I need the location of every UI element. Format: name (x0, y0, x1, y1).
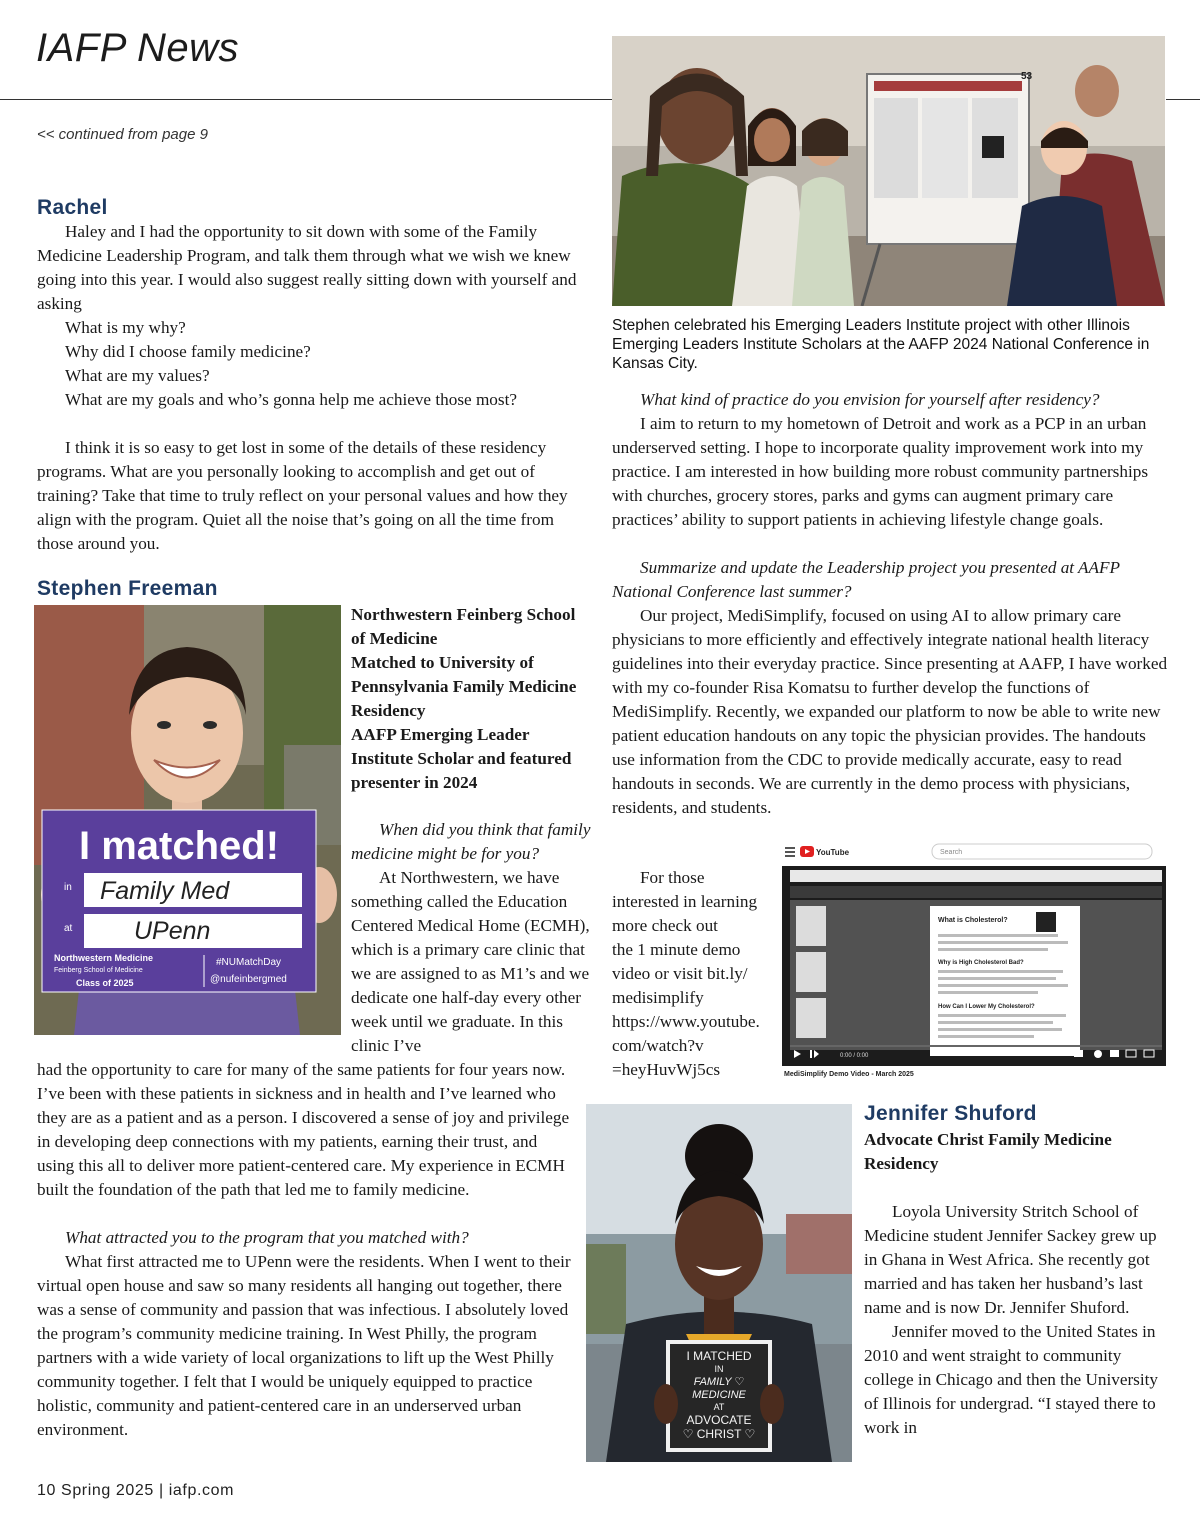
rachel-article (37, 220, 593, 556)
sign-in-label: in (64, 882, 72, 893)
video-doc-subhead-1: Why is High Cholesterol Bad? (938, 960, 1024, 966)
conference-photo (612, 36, 1165, 306)
conference-photo-caption: Stephen celebrated his Emerging Leaders Institute project with other Illinois Emerging Leaders Institute Scholars at the AAFP 2024 National Conference in Kansas City. (612, 317, 1150, 372)
demo-line-7: https://www.youtube. (612, 1012, 760, 1031)
demo-line-2: interested in learning (612, 892, 758, 911)
stephen-q1-block (351, 818, 591, 1058)
right-question-1: What kind of practice do you envision for yourself after residency? (640, 390, 1100, 409)
stephen-credential-3: AAFP Emerging Leader Institute Scholar and featured presenter in 2024 (351, 725, 572, 792)
stephen-heading: Stephen Freeman (37, 577, 218, 600)
video-brand: YouTube (816, 848, 850, 857)
demo-line-6: medisimplify (612, 988, 704, 1007)
sign-at-value: UPenn (134, 917, 211, 945)
sign-hashtag: #NUMatchDay (216, 957, 282, 968)
right-question-2: Summarize and update the Leadership project you presented at AAFP National Conference last summer? (612, 558, 1120, 601)
rachel-question-4: What are my goals and who’s gonna help me achieve those most? (65, 390, 517, 409)
jennifer-program: Advocate Christ Family Medicine Residency (864, 1130, 1112, 1173)
rachel-paragraph-1: Haley and I had the opportunity to sit down with some of the Family Medicine Leadership Program, and talk them through what we wish we knew going into this year. I would also suggest really sitting down with yourself and asking (37, 222, 577, 313)
demo-line-8: com/watch?v (612, 1036, 704, 1055)
poster-number: 53 (1021, 71, 1033, 82)
stephen-credential-2: Matched to University of Pennsylvania Family Medicine Residency (351, 653, 577, 720)
continued-note: << continued from page 9 (37, 126, 208, 143)
rachel-heading: Rachel (37, 196, 108, 219)
right-column-article (612, 388, 1168, 820)
video-doc-subhead-2: How Can I Lower My Cholesterol? (938, 1004, 1035, 1010)
sign-at-label: at (64, 923, 73, 934)
stephen-credentials (351, 603, 591, 795)
rachel-question-1: What is my why? (65, 318, 186, 337)
stephen-wide-block (37, 1058, 577, 1442)
rachel-question-3: What are my values? (65, 366, 210, 385)
masthead-title: IAFP News (36, 26, 240, 70)
sign-handle: @nufeinbergmed (210, 974, 287, 985)
demo-line-5: video or visit bit.ly/ (612, 964, 748, 983)
stephen-photo (34, 605, 341, 1035)
demo-paragraph (612, 866, 772, 1082)
jennifer-photo (586, 1104, 852, 1462)
video-doc-title: What is Cholesterol? (938, 917, 1008, 924)
stephen-credential-1: Northwestern Feinberg School of Medicine (351, 605, 576, 648)
stephen-question-2: What attracted you to the program that you matched with? (65, 1228, 469, 1247)
right-answer-1: I aim to return to my hometown of Detroit and work as a PCP in an urban underserved setting. I hope to incorporate quality improvement work into my practice. I am interested in how building more robust community partnerships with churches, grocery stores, parks and gyms can augment primary care practices’ ability to support patients in achieving lifestyle change goals. (612, 414, 1149, 529)
video-caption: MediSimplify Demo Video - March 2025 (784, 1071, 914, 1078)
demo-line-3: more check out (612, 916, 718, 935)
jennifer-paragraph-1: Loyola University Stritch School of Medicine student Jennifer Sackey grew up in Ghana in West Africa. She recently got married and has taken her husband’s last name and is now Dr. Jennifer Shuford. (864, 1202, 1157, 1317)
sign-school: Northwestern Medicine (54, 953, 154, 963)
jennifer-sign-line-4: MEDICINE (692, 1389, 746, 1401)
right-answer-2: Our project, MediSimplify, focused on using AI to allow primary care physicians to more efficiently and effectively integrate national health literacy guidelines into their everyday practice. Since presenting at AAFP, I have worked with my co-founder Risa Komatsu to further develop the functions of MediSimplify. Recently, we expanded our platform to now be able to write new patient education handouts on any topic the physician provides. The handouts use information from the CDC to provide medically accurate, easy to read handouts in seconds. We are currently in the demo process with physicians, residents, and students. (612, 606, 1168, 817)
jennifer-article (864, 1200, 1164, 1440)
video-search-placeholder: Search (940, 849, 963, 856)
sign-class: Class of 2025 (76, 978, 134, 988)
video-screenshot (782, 842, 1166, 1082)
sign-in-value: Family Med (100, 877, 230, 905)
jennifer-sign-line-5: AT (713, 1402, 725, 1412)
header-rule (0, 99, 612, 100)
jennifer-sign-line-7: ♡ CHRIST ♡ (682, 1427, 756, 1441)
demo-line-1: For those (640, 868, 705, 887)
jennifer-sign-line-6: ADVOCATE (686, 1413, 752, 1427)
rachel-question-2: Why did I choose family medicine? (65, 342, 311, 361)
stephen-answer-1-wide: had the opportunity to care for many of the same patients for four years now. I’ve been with these patients in sickness and in health and I’ve learned who they are as a patient and as a person. I discovered a sense of joy and privilege in developing deep connections with my patients, earning their trust, and using this all to deliver more patient-centered care. My experience in ECMH built the foundation of the path that led me to family medicine. (37, 1060, 570, 1199)
demo-line-9: =heyHuvWj5cs (612, 1060, 721, 1079)
stephen-answer-1-column: At Northwestern, we have something called the Education Centered Medical Home (ECMH), which is a primary care clinic that we are assigned to as M1’s and we dedicate one half-day every other week until we graduate. In this clinic I’ve (351, 868, 590, 1055)
video-time: 0:00 / 0:00 (840, 1053, 869, 1059)
page-footer: 10 Spring 2025 | iafp.com (37, 1482, 235, 1499)
jennifer-heading: Jennifer Shuford (864, 1102, 1037, 1125)
stephen-question-1: When did you think that family medicine might be for you? (351, 820, 591, 863)
jennifer-sign-line-3: FAMILY ♡ (693, 1376, 745, 1388)
stephen-answer-2: What first attracted me to UPenn were the residents. When I went to their virtual open house and saw so many residents all hanging out together, there was a sense of community and passion that was infectious. I absolutely loved the program’s community medicine training. In West Philly, the program partners with a wide variety of local organizations to lift up the West Philly community together. I felt that I would be uniquely equipped to practice holistic, community and patient-centered care in an underserved urban environment. (37, 1252, 571, 1439)
jennifer-sign-line-2: IN (714, 1364, 724, 1374)
sign-school-sub: Feinberg School of Medicine (54, 967, 143, 974)
rachel-paragraph-2: I think it is so easy to get lost in some of the details of these residency programs. What are you personally looking to accomplish and get out of training? Take that time to truly reflect on your personal values and how they align with the program. Quiet all the noise that’s going on all the time from those around you. (37, 438, 568, 553)
header-rule-right (1166, 99, 1200, 100)
demo-line-4: the 1 minute demo (612, 940, 741, 959)
sign-headline: I matched! (78, 824, 280, 868)
jennifer-paragraph-2: Jennifer moved to the United States in 2010 and went straight to community college in Chicago and then the University of Illinois for undergrad. “I stayed there to work in (864, 1322, 1159, 1437)
jennifer-sign-line-1: I MATCHED (686, 1349, 752, 1363)
